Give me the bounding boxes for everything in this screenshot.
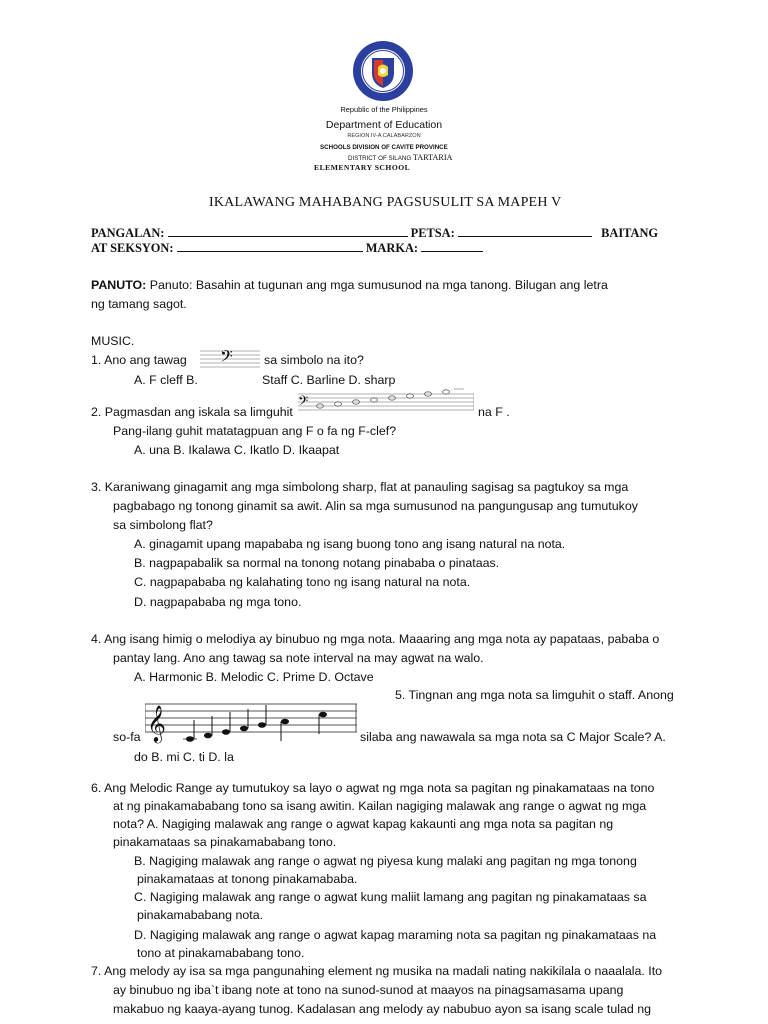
q6-choice-b-1: B. Nagiging malawak ang range o agwat ng piyesa kung malaki ang pagitan ng mga tonong bbox=[134, 854, 637, 868]
district-text bbox=[348, 153, 452, 162]
q5-line-1: 5. Tingnan ang mga nota sa limguhit o staff. Anong bbox=[395, 688, 674, 702]
q4-choices: A. Harmonic B. Melodic C. Prime D. Octave bbox=[134, 670, 374, 684]
q3-choice-a: A. ginagamit upang mapababa ng isang buong tono ang isang natural na nota. bbox=[134, 537, 566, 551]
date-label: PETSA: bbox=[410, 226, 455, 240]
q2-choices: A. una B. Ikalawa C. Ikatlo D. Ikaapat bbox=[134, 443, 340, 457]
bass-clef-icon bbox=[200, 348, 260, 370]
q1-text-b: sa simbolo na ito? bbox=[264, 353, 364, 367]
q7-line-3: makabuo ng kaaya-ayang tunog. Kadalasan ang melody ay nabubuo ayon sa isang scale tulad ng bbox=[113, 1002, 652, 1016]
section-field[interactable] bbox=[177, 238, 363, 252]
q7-line-1: 7. Ang melody ay isa sa mga pangunahing element ng musika na madali nating nakikilala o naaalala. Ito bbox=[91, 964, 663, 978]
q3-choice-b: B. nagpapabalik sa normal na tonong notang pinababa o pinataas. bbox=[134, 556, 500, 570]
instructions-line-2: ng tamang sagot. bbox=[91, 297, 187, 311]
q5-pre: so-fa bbox=[113, 730, 141, 744]
q6-choice-d-1: D. Nagiging malawak ang range o agwat kapag maraming nota sa pagitan ng pinakamataas na bbox=[134, 928, 657, 942]
instructions-text: Panuto: Basahin at tugunan ang mga sumusunod na mga tanong. Bilugan ang letra bbox=[149, 278, 608, 292]
q3-line-1: 3. Karaniwang ginagamit ang mga simbolong sharp, flat at panauling sagisag sa pagtukoy sa mga bbox=[91, 480, 629, 494]
q2-text-a: 2. Pagmasdan ang iskala sa limguhit bbox=[91, 405, 293, 419]
deped-seal-icon bbox=[352, 40, 414, 102]
q6-line-1: 6. Ang Melodic Range ay tumutukoy sa layo o agwat ng mga nota sa pagitan ng pinakamataas na tono bbox=[91, 781, 655, 795]
school-name-a: TARTARIA bbox=[412, 153, 453, 162]
q1-choices-b: Staff C. Barline D. sharp bbox=[262, 373, 396, 387]
q6-choice-c-1: C. Nagiging malawak ang range o agwat kung maliit lamang ang pagitan ng pinakamataas sa bbox=[134, 890, 647, 904]
q6-line-4: pinakamataas sa pinakamababang tono. bbox=[113, 835, 337, 849]
q1-choices-a: A. F cleff B. bbox=[134, 373, 198, 387]
q3-line-3: sa simbolong flat? bbox=[113, 518, 213, 532]
q6-choice-b-2: pinakamataas at tonong pinakamababa. bbox=[137, 872, 358, 886]
svg-text:𝄞: 𝄞 bbox=[147, 704, 166, 742]
grade-label: BAITANG bbox=[601, 226, 659, 240]
form-row-2 bbox=[91, 238, 483, 256]
q3-line-2: pagbabago ng tonong ginamit sa awit. Alin sa mga sumusunod na pangungusap ang tumutukoy bbox=[113, 499, 638, 513]
q6-choice-c-2: pinakamababang nota. bbox=[137, 908, 264, 922]
date-field[interactable] bbox=[458, 223, 592, 237]
q1-text-a: 1. Ano ang tawag bbox=[91, 353, 187, 367]
svg-text:𝄢: 𝄢 bbox=[298, 393, 309, 412]
q7-line-2: ay binubuo ng iba`t ibang note at tono na sunod-sunod at maayos na pinagsamasama upang bbox=[113, 983, 624, 997]
section-label: AT SEKSYON: bbox=[91, 241, 174, 255]
republic-text: Republic of the Philippines bbox=[340, 105, 428, 114]
section-music: MUSIC. bbox=[91, 334, 135, 348]
q3-choice-d: D. nagpapababa ng mga tono. bbox=[134, 595, 302, 609]
department-text: Department of Education bbox=[325, 119, 443, 131]
q6-line-3: nota? A. Nagiging malawak ang range o agwat kapag kakaunti ang mga nota sa pagitan ng bbox=[113, 817, 614, 831]
division-text: SCHOOLS DIVISION OF CAVITE PROVINCE bbox=[320, 144, 448, 151]
q6-choice-d-2: tono at pinakamababang tono. bbox=[137, 946, 305, 960]
q5-line-3: do B. mi C. ti D. la bbox=[134, 750, 234, 764]
q3-choice-c: C. nagpapababa ng kalahating tono ng isang natural na nota. bbox=[134, 575, 471, 589]
name-label: PANGALAN: bbox=[91, 226, 165, 240]
page-title: IKALAWANG MAHABANG PAGSUSULIT SA MAPEH V bbox=[209, 195, 562, 210]
q4-line-1: 4. Ang isang himig o melodiya ay binubuo ng mga nota. Maaaring ang mga nota ay papataas, pababa o bbox=[91, 632, 660, 646]
instructions-label: PANUTO: bbox=[91, 278, 147, 292]
score-field[interactable] bbox=[421, 238, 483, 252]
region-text: REGION IV-A CALABARZON bbox=[347, 133, 421, 139]
instructions-line-1 bbox=[91, 277, 608, 293]
f-clef-scale-staff bbox=[298, 386, 474, 414]
q5-post: silaba ang nawawala sa mga nota sa C Major Scale? A. bbox=[360, 730, 666, 744]
district-label: DISTRICT OF SILANG bbox=[348, 155, 412, 162]
name-field[interactable] bbox=[168, 223, 408, 237]
school-name-b: ELEMENTARY SCHOOL bbox=[314, 163, 411, 172]
q6-line-2: at ng pinakamababang tono sa isang awitin. Kailan nagiging malawak ang range o agwat ng mga bbox=[113, 799, 647, 813]
q2-line-2: Pang-ilang guhit matatagpuan ang F o fa ng F-clef? bbox=[113, 424, 397, 438]
c-major-scale-staff bbox=[145, 700, 357, 744]
score-label: MARKA: bbox=[365, 241, 419, 255]
q2-text-b: na F . bbox=[478, 405, 510, 419]
q4-line-2: pantay lang. Ano ang tawag sa note interval na may agwat na walo. bbox=[113, 651, 484, 665]
svg-text:𝄢: 𝄢 bbox=[220, 348, 233, 370]
